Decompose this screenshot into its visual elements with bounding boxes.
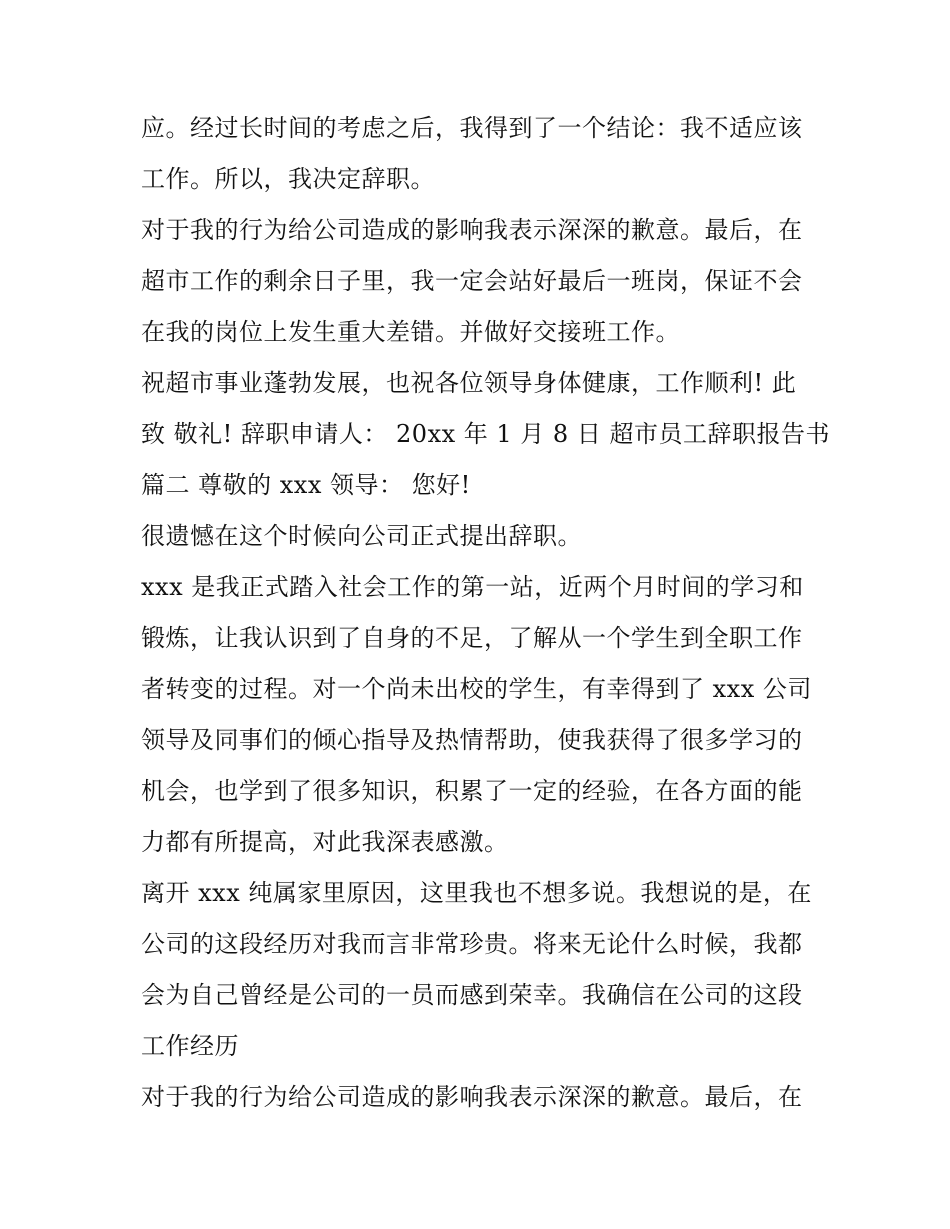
text-line: 机会，也学到了很多知识，积累了一定的经验，在各方面的能	[141, 777, 803, 805]
text-line: 应。经过长时间的考虑之后，我得到了一个结论：我不适应该	[141, 114, 803, 142]
text-line: 锻炼，让我认识到了自身的不足，了解从一个学生到全职工作	[141, 624, 803, 652]
text-line: 对于我的行为给公司造成的影响我表示深深的歉意。最后，在	[141, 1083, 803, 1111]
text-line: 领导及同事们的倾心指导及热情帮助，使我获得了很多学习的	[141, 726, 803, 754]
text-line: 超市工作的剩余日子里，我一定会站好最后一班岗，保证不会	[141, 267, 803, 295]
text-line: 工作。所以，我决定辞职。	[141, 165, 435, 193]
text-line: 很遗憾在这个时候向公司正式提出辞职。	[141, 522, 582, 550]
document-body	[141, 103, 830, 1123]
text-line: 篇二 尊敬的 xxx 领导： 您好!	[141, 471, 471, 499]
text-line: 工作经历	[141, 1032, 239, 1060]
text-line: 力都有所提高，对此我深表感激。	[141, 828, 509, 856]
text-line: xxx 是我正式踏入社会工作的第一站，近两个月时间的学习和	[141, 573, 804, 601]
text-line: 公司的这段经历对我而言非常珍贵。将来无论什么时候，我都	[141, 930, 803, 958]
text-line: 对于我的行为给公司造成的影响我表示深深的歉意。最后，在	[141, 216, 803, 244]
text-line: 离开 xxx 纯属家里原因，这里我也不想多说。我想说的是，在	[141, 879, 812, 907]
text-line: 在我的岗位上发生重大差错。并做好交接班工作。	[141, 318, 680, 346]
text-line: 致 敬礼! 辞职申请人： 20xx 年 1 月 8 日 超市员工辞职报告书	[141, 420, 830, 448]
text-line: 会为自己曾经是公司的一员而感到荣幸。我确信在公司的这段	[141, 981, 803, 1009]
text-line: 祝超市事业蓬勃发展，也祝各位领导身体健康，工作顺利! 此	[141, 369, 797, 397]
text-line: 者转变的过程。对一个尚未出校的学生，有幸得到了 xxx 公司	[141, 675, 812, 703]
